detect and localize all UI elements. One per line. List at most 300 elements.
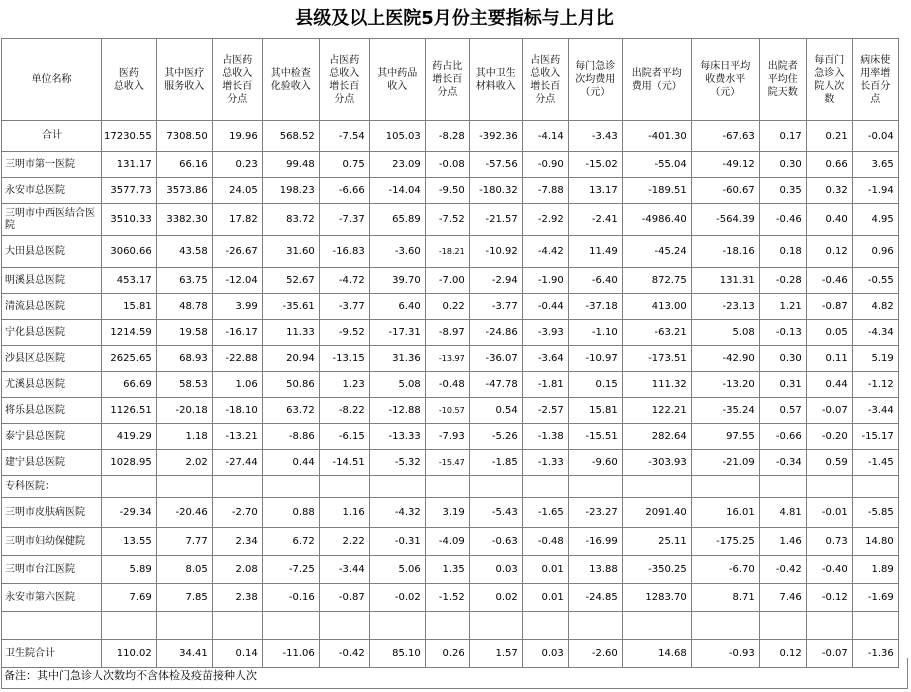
table-cell: 413.00 <box>622 294 691 320</box>
table-cell: -4.72 <box>319 268 369 294</box>
row-label: 明溪县总医院 <box>2 268 102 294</box>
column-header <box>568 39 622 121</box>
table-cell: -7.52 <box>425 204 469 236</box>
row-label: 卫生院合计 <box>2 640 102 668</box>
table-cell: 31.60 <box>262 236 319 268</box>
table-cell: 6.40 <box>369 294 425 320</box>
table-cell: 1214.59 <box>102 320 157 346</box>
column-header-text: 总收入 <box>222 67 253 79</box>
column-header-text: 其中药品 <box>377 67 418 79</box>
table-cell: -1.45 <box>852 450 898 476</box>
table-cell: 15.81 <box>568 398 622 424</box>
table-cell: -8.97 <box>425 320 469 346</box>
column-header-text: 每门急诊 <box>575 61 616 72</box>
table-cell: -26.67 <box>212 236 262 268</box>
table-cell: 419.29 <box>102 424 157 450</box>
table-cell: 0.18 <box>759 236 806 268</box>
table-cell: -1.38 <box>522 424 568 450</box>
table-cell: 2.38 <box>212 584 262 612</box>
table-cell: -175.25 <box>691 528 759 556</box>
table-cell: 0.26 <box>425 640 469 668</box>
table-cell: 0.44 <box>262 450 319 476</box>
table-cell: 1.46 <box>759 528 806 556</box>
table-cell: -20.46 <box>156 498 212 528</box>
table-cell: -13.33 <box>369 424 425 450</box>
table-cell: 50.86 <box>262 372 319 398</box>
table-cell <box>319 476 369 498</box>
table-cell: 5.06 <box>369 556 425 584</box>
table-cell: 2091.40 <box>622 498 691 528</box>
column-header <box>759 39 806 121</box>
table-row <box>2 450 899 476</box>
table-cell: -0.20 <box>806 424 852 450</box>
column-header-text: 其中检查 <box>270 67 311 79</box>
table-cell: -3.77 <box>469 294 522 320</box>
column-header-text: 长百分 <box>860 80 891 92</box>
column-header-text: 单位名称 <box>31 74 72 85</box>
table-cell: 31.36 <box>369 346 425 372</box>
table-cell: -9.50 <box>425 178 469 204</box>
column-header-text: 材料收入 <box>475 80 516 92</box>
column-header-text: 点 <box>870 93 881 105</box>
table-cell: 68.93 <box>156 346 212 372</box>
table-cell: 66.16 <box>156 152 212 178</box>
table-row <box>2 178 899 204</box>
row-label: 将乐县总医院 <box>2 398 102 424</box>
row-label: 清流县总医院 <box>2 294 102 320</box>
table-row <box>2 528 899 556</box>
table-cell: 1.06 <box>212 372 262 398</box>
table-cell: -5.26 <box>469 424 522 450</box>
table-cell: -4986.40 <box>622 204 691 236</box>
column-header-text: 分点 <box>227 93 248 105</box>
table-cell: 0.73 <box>806 528 852 556</box>
table-cell: 0.01 <box>522 584 568 612</box>
column-header-text: 平均住 <box>767 74 798 85</box>
table-cell: -12.04 <box>212 268 262 294</box>
table-cell: -3.60 <box>369 236 425 268</box>
table-cell: 0.23 <box>212 152 262 178</box>
column-header-text: 增长百 <box>222 80 253 92</box>
table-cell: 24.05 <box>212 178 262 204</box>
table-cell: -35.61 <box>262 294 319 320</box>
table-cell: -189.51 <box>622 178 691 204</box>
table-cell: 85.10 <box>369 640 425 668</box>
table-cell: 2.08 <box>212 556 262 584</box>
header-row <box>2 39 899 121</box>
table-cell: 14.68 <box>622 640 691 668</box>
table-cell: 14.80 <box>852 528 898 556</box>
table-cell: -57.56 <box>469 152 522 178</box>
table-cell: 453.17 <box>102 268 157 294</box>
column-header-text: 药占比 <box>432 61 463 72</box>
table-cell <box>369 612 425 640</box>
table-cell <box>2 612 102 640</box>
table-cell: -3.64 <box>522 346 568 372</box>
table-cell: 8.71 <box>691 584 759 612</box>
row-label: 建宁县总医院 <box>2 450 102 476</box>
table-cell: -0.07 <box>806 640 852 668</box>
table-cell: 52.67 <box>262 268 319 294</box>
table-cell: -3.77 <box>319 294 369 320</box>
table-row <box>2 236 899 268</box>
column-header-text: 分点 <box>334 93 355 105</box>
table-cell: 5.08 <box>691 320 759 346</box>
table-cell: -6.70 <box>691 556 759 584</box>
table-cell: -10.57 <box>425 398 469 424</box>
column-header <box>806 39 852 121</box>
table-cell <box>212 612 262 640</box>
table-cell: -5.43 <box>469 498 522 528</box>
table-cell: 3577.73 <box>102 178 157 204</box>
table-cell <box>262 612 319 640</box>
column-header-text: 院天数 <box>767 87 798 98</box>
table-cell: -42.90 <box>691 346 759 372</box>
table-cell: -0.46 <box>759 204 806 236</box>
table-cell: -4.09 <box>425 528 469 556</box>
row-label: 三明市中西医结合医院 <box>2 204 102 236</box>
column-header-text: 数 <box>824 93 835 105</box>
table-cell: 0.11 <box>806 346 852 372</box>
table-cell: 1.18 <box>156 424 212 450</box>
table-cell: 131.31 <box>691 268 759 294</box>
table-cell: 872.75 <box>622 268 691 294</box>
table-cell: -0.44 <box>522 294 568 320</box>
table-cell: -0.01 <box>806 498 852 528</box>
table-cell: -0.48 <box>425 372 469 398</box>
table-cell <box>759 476 806 498</box>
row-label: 三明市第一医院 <box>2 152 102 178</box>
table-cell: -10.92 <box>469 236 522 268</box>
column-header-text: （元） <box>710 87 741 98</box>
table-cell: -8.28 <box>425 121 469 152</box>
table-cell: -7.54 <box>319 121 369 152</box>
table-cell: 48.78 <box>156 294 212 320</box>
table-cell: 3.19 <box>425 498 469 528</box>
table-cell: 5.89 <box>102 556 157 584</box>
table-cell: 0.02 <box>469 584 522 612</box>
table-cell <box>369 476 425 498</box>
table-cell: -1.85 <box>469 450 522 476</box>
table-cell: 19.96 <box>212 121 262 152</box>
table-row <box>2 294 899 320</box>
table-cell: -1.36 <box>852 640 898 668</box>
table-cell: 1126.51 <box>102 398 157 424</box>
table-cell: -401.30 <box>622 121 691 152</box>
table-cell: -21.57 <box>469 204 522 236</box>
table-cell: -36.07 <box>469 346 522 372</box>
table-cell: 0.21 <box>806 121 852 152</box>
column-header-text: 每百门 <box>814 54 845 66</box>
column-header-text: 每床日平均 <box>700 61 751 72</box>
column-header-text: 占医药 <box>222 54 253 66</box>
table-cell: -0.34 <box>759 450 806 476</box>
table-cell <box>852 612 898 640</box>
row-label: 永安市总医院 <box>2 178 102 204</box>
table-cell <box>622 476 691 498</box>
table-cell: -0.07 <box>806 398 852 424</box>
column-header-text: 院人次 <box>814 80 845 92</box>
column-header-text: 医药 <box>118 67 139 79</box>
table-cell: -20.18 <box>156 398 212 424</box>
table-cell: -0.04 <box>852 121 898 152</box>
table-cell: -0.90 <box>522 152 568 178</box>
table-cell: 105.03 <box>369 121 425 152</box>
column-header-text: 其中卫生 <box>475 67 516 79</box>
table-cell: -49.12 <box>691 152 759 178</box>
table-cell: 1.16 <box>319 498 369 528</box>
indicator-table <box>1 38 899 668</box>
table-cell: -4.32 <box>369 498 425 528</box>
table-cell: -7.25 <box>262 556 319 584</box>
table-cell: -1.10 <box>568 320 622 346</box>
table-cell: -15.47 <box>425 450 469 476</box>
table-cell: -0.66 <box>759 424 806 450</box>
column-header <box>262 39 319 121</box>
row-label: 永安市第六医院 <box>2 584 102 612</box>
column-header <box>156 39 212 121</box>
table-cell: -18.21 <box>425 236 469 268</box>
table-cell: -13.20 <box>691 372 759 398</box>
table-cell: 2.34 <box>212 528 262 556</box>
table-cell: -14.51 <box>319 450 369 476</box>
column-header-text: 增长百 <box>329 80 360 92</box>
table-row <box>2 372 899 398</box>
table-cell: 34.41 <box>156 640 212 668</box>
table-cell: 3.65 <box>852 152 898 178</box>
row-label: 三明市妇幼保健院 <box>2 528 102 556</box>
table-cell: -1.69 <box>852 584 898 612</box>
table-cell: -35.24 <box>691 398 759 424</box>
table-cell: 13.88 <box>568 556 622 584</box>
table-cell: 0.12 <box>806 236 852 268</box>
footnote: 备注：其中门急诊人次数均不含体检及疫苗接种人次 <box>4 669 257 682</box>
row-label: 宁化县总医院 <box>2 320 102 346</box>
table-cell: 4.82 <box>852 294 898 320</box>
column-header <box>622 39 691 121</box>
table-cell <box>522 612 568 640</box>
table-cell: -6.40 <box>568 268 622 294</box>
table-cell: -23.27 <box>568 498 622 528</box>
table-cell: -2.70 <box>212 498 262 528</box>
table-cell: -1.65 <box>522 498 568 528</box>
table-cell: 0.12 <box>759 640 806 668</box>
table-cell: -0.13 <box>759 320 806 346</box>
table-cell: 2.02 <box>156 450 212 476</box>
table-cell: 122.21 <box>622 398 691 424</box>
column-header-text: 服务收入 <box>164 80 205 92</box>
table-cell: 39.70 <box>369 268 425 294</box>
table-cell: 2.22 <box>319 528 369 556</box>
table-cell: 83.72 <box>262 204 319 236</box>
table-cell: -2.41 <box>568 204 622 236</box>
table-cell: -392.36 <box>469 121 522 152</box>
table-cell: -13.97 <box>425 346 469 372</box>
table-cell: -18.10 <box>212 398 262 424</box>
column-header-text: 总收入 <box>329 67 360 79</box>
table-cell: -1.33 <box>522 450 568 476</box>
table-cell: -16.17 <box>212 320 262 346</box>
table-cell: -5.32 <box>369 450 425 476</box>
table-cell: -0.63 <box>469 528 522 556</box>
table-row <box>2 320 899 346</box>
table-cell: -60.67 <box>691 178 759 204</box>
row-label: 沙县区总医院 <box>2 346 102 372</box>
table-cell: -16.99 <box>568 528 622 556</box>
table-cell: -4.34 <box>852 320 898 346</box>
column-header-text: 出院者平均 <box>631 67 682 79</box>
table-cell: 6.72 <box>262 528 319 556</box>
table-cell: 99.48 <box>262 152 319 178</box>
row-label: 三明市皮肤病医院 <box>2 498 102 528</box>
column-header <box>2 39 102 121</box>
table-cell: -8.86 <box>262 424 319 450</box>
table-cell <box>806 612 852 640</box>
table-cell: -0.08 <box>425 152 469 178</box>
table-cell <box>691 476 759 498</box>
table-cell: 7.46 <box>759 584 806 612</box>
table-cell: -3.44 <box>852 398 898 424</box>
table-cell: 13.55 <box>102 528 157 556</box>
table-cell: -0.42 <box>759 556 806 584</box>
table-cell <box>469 476 522 498</box>
column-header-text: 收入 <box>387 80 408 92</box>
section-label: 专科医院： <box>2 476 102 498</box>
table-cell: -63.21 <box>622 320 691 346</box>
table-cell: 0.66 <box>806 152 852 178</box>
row-label: 三明市台江医院 <box>2 556 102 584</box>
table-cell: 3060.66 <box>102 236 157 268</box>
column-header <box>852 39 898 121</box>
table-cell: 0.59 <box>806 450 852 476</box>
table-cell: -2.92 <box>522 204 568 236</box>
table-cell: -1.81 <box>522 372 568 398</box>
column-header-text: 分点 <box>535 93 556 105</box>
table-cell: -24.85 <box>568 584 622 612</box>
table-cell <box>319 612 369 640</box>
column-header-text: （元） <box>580 87 611 98</box>
table-cell: 1.57 <box>469 640 522 668</box>
table-cell: -15.17 <box>852 424 898 450</box>
table-cell: 11.33 <box>262 320 319 346</box>
table-cell: -29.34 <box>102 498 157 528</box>
table-cell: 63.72 <box>262 398 319 424</box>
table-row <box>2 498 899 528</box>
table-cell: -3.44 <box>319 556 369 584</box>
table-cell: -67.63 <box>691 121 759 152</box>
table-cell: -2.94 <box>469 268 522 294</box>
table-cell: -0.40 <box>806 556 852 584</box>
column-header-text: 收费水平 <box>705 74 746 85</box>
table-cell: 7308.50 <box>156 121 212 152</box>
table-cell: 4.81 <box>759 498 806 528</box>
table-cell: 0.88 <box>262 498 319 528</box>
table-cell: -0.87 <box>319 584 369 612</box>
table-cell: 25.11 <box>622 528 691 556</box>
table-cell: 3382.30 <box>156 204 212 236</box>
table-row <box>2 346 899 372</box>
row-label: 泰宁县总医院 <box>2 424 102 450</box>
column-header <box>522 39 568 121</box>
table-cell: -37.18 <box>568 294 622 320</box>
table-cell: -8.22 <box>319 398 369 424</box>
table-cell: -1.94 <box>852 178 898 204</box>
table-cell: -6.66 <box>319 178 369 204</box>
table-cell: 66.69 <box>102 372 157 398</box>
table-cell: -13.21 <box>212 424 262 450</box>
table-cell <box>425 476 469 498</box>
column-header-text: 费用（元） <box>631 80 682 92</box>
table-cell: 0.96 <box>852 236 898 268</box>
table-cell: -3.43 <box>568 121 622 152</box>
row-label: 合计 <box>2 121 102 152</box>
table-cell: -0.28 <box>759 268 806 294</box>
column-header-text: 其中医疗 <box>164 67 205 79</box>
table-cell: 282.64 <box>622 424 691 450</box>
table-cell: 13.17 <box>568 178 622 204</box>
table-cell: 0.03 <box>522 640 568 668</box>
table-cell: -0.31 <box>369 528 425 556</box>
column-header-text: 次均费用 <box>575 74 616 85</box>
table-cell: 2625.65 <box>102 346 157 372</box>
table-cell: -9.52 <box>319 320 369 346</box>
table-cell: -0.12 <box>806 584 852 612</box>
table-cell: -6.15 <box>319 424 369 450</box>
table-cell <box>522 476 568 498</box>
table-cell: 0.31 <box>759 372 806 398</box>
table-cell: -5.85 <box>852 498 898 528</box>
table-cell: 0.32 <box>806 178 852 204</box>
table-row <box>2 398 899 424</box>
table-cell: 7.77 <box>156 528 212 556</box>
table-row <box>2 424 899 450</box>
table-cell: 0.44 <box>806 372 852 398</box>
section-row <box>2 476 899 498</box>
table-cell: 17.82 <box>212 204 262 236</box>
table-cell: -47.78 <box>469 372 522 398</box>
table-cell <box>102 476 157 498</box>
table-cell: 0.30 <box>759 346 806 372</box>
table-cell: -303.93 <box>622 450 691 476</box>
table-cell: -15.51 <box>568 424 622 450</box>
table-cell: -18.16 <box>691 236 759 268</box>
table-cell: -7.00 <box>425 268 469 294</box>
column-header <box>369 39 425 121</box>
table-cell: -12.88 <box>369 398 425 424</box>
row-label: 大田县总医院 <box>2 236 102 268</box>
table-cell: 3.99 <box>212 294 262 320</box>
page-title: 县级及以上医院5月份主要指标与上月比 <box>295 8 614 29</box>
table-cell: -1.52 <box>425 584 469 612</box>
table-cell: -13.15 <box>319 346 369 372</box>
table-row <box>2 268 899 294</box>
table-cell: -3.93 <box>522 320 568 346</box>
table-cell: 1283.70 <box>622 584 691 612</box>
table-cell: -4.14 <box>522 121 568 152</box>
table-cell: 58.53 <box>156 372 212 398</box>
table-cell <box>469 612 522 640</box>
table-cell: 568.52 <box>262 121 319 152</box>
table-cell: 0.03 <box>469 556 522 584</box>
table-cell: 0.22 <box>425 294 469 320</box>
column-header <box>319 39 369 121</box>
table-cell: 23.09 <box>369 152 425 178</box>
column-header-text: 总收入 <box>530 67 561 79</box>
table-row <box>2 584 899 612</box>
table-cell <box>212 476 262 498</box>
table-cell: 4.95 <box>852 204 898 236</box>
column-header-text: 增长百 <box>530 80 561 92</box>
